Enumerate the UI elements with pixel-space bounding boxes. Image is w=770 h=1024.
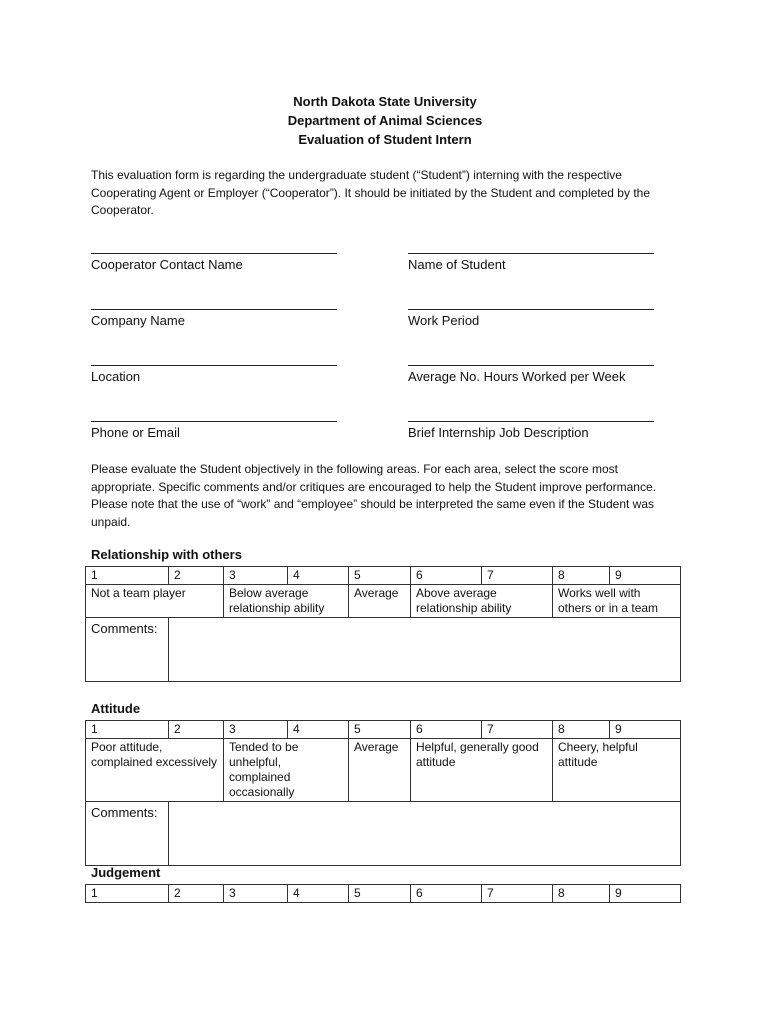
- intro-paragraph: This evaluation form is regarding the undergraduate student (“Student”) interning with the respective Cooperating Agent or Employer (“Cooperator”). It should be initiated by the Student and completed by the Cooperator.: [91, 168, 650, 218]
- score-6[interactable]: 6: [411, 567, 482, 585]
- score-9[interactable]: 9: [610, 885, 681, 903]
- comments-box[interactable]: [169, 618, 681, 682]
- score-5[interactable]: 5: [349, 885, 411, 903]
- blank-line[interactable]: [408, 297, 654, 310]
- score-8[interactable]: 8: [553, 567, 610, 585]
- comments-box[interactable]: [169, 802, 681, 866]
- document-header: [0, 92, 770, 149]
- descriptor-low: Not a team player: [86, 585, 224, 618]
- field-label: Phone or Email: [91, 425, 180, 440]
- score-4[interactable]: 4: [288, 567, 349, 585]
- descriptor-below-average: Below average relationship ability: [224, 585, 349, 618]
- score-9[interactable]: 9: [610, 721, 681, 739]
- descriptor-low: Poor attitude, complained excessively: [86, 739, 224, 802]
- rating-table-judgement: [85, 884, 681, 903]
- blank-line[interactable]: [91, 241, 337, 254]
- company-name-field[interactable]: [91, 297, 341, 329]
- field-label: Brief Internship Job Description: [408, 425, 589, 440]
- work-period-field[interactable]: [408, 297, 658, 329]
- score-7[interactable]: 7: [482, 885, 553, 903]
- score-2[interactable]: 2: [169, 885, 224, 903]
- descriptor-above-average: Above average relationship ability: [411, 585, 553, 618]
- university-name: North Dakota State University: [293, 94, 477, 109]
- score-6[interactable]: 6: [411, 721, 482, 739]
- score-5[interactable]: 5: [349, 567, 411, 585]
- location-field[interactable]: [91, 353, 341, 385]
- comments-label: Comments:: [86, 802, 169, 866]
- score-4[interactable]: 4: [288, 885, 349, 903]
- field-label: Average No. Hours Worked per Week: [408, 369, 626, 384]
- field-label: Cooperator Contact Name: [91, 257, 243, 272]
- average-hours-field[interactable]: [408, 353, 658, 385]
- rating-table-relationship: [85, 566, 681, 682]
- comments-label: Comments:: [86, 618, 169, 682]
- section-title-relationship: Relationship with others: [91, 547, 242, 562]
- rating-table-attitude: [85, 720, 681, 866]
- field-label: Name of Student: [408, 257, 506, 272]
- descriptor-high: Works well with others or in a team: [553, 585, 681, 618]
- form-title: Evaluation of Student Intern: [298, 132, 472, 147]
- score-8[interactable]: 8: [553, 721, 610, 739]
- blank-line[interactable]: [91, 353, 337, 366]
- score-3[interactable]: 3: [224, 721, 288, 739]
- score-1[interactable]: 1: [86, 885, 169, 903]
- blank-line[interactable]: [408, 409, 654, 422]
- cooperator-contact-field[interactable]: [91, 241, 341, 273]
- score-2[interactable]: 2: [169, 721, 224, 739]
- field-label: Work Period: [408, 313, 480, 328]
- field-label: Company Name: [91, 313, 185, 328]
- section-title-attitude: Attitude: [91, 701, 141, 716]
- score-8[interactable]: 8: [553, 885, 610, 903]
- department-name: Department of Animal Sciences: [287, 113, 483, 128]
- score-6[interactable]: 6: [411, 885, 482, 903]
- descriptor-below-average: Tended to be unhelpful, complained occasionally: [224, 739, 349, 802]
- score-7[interactable]: 7: [482, 567, 553, 585]
- field-label: Location: [91, 369, 141, 384]
- descriptor-average: Average: [349, 585, 411, 618]
- student-name-field[interactable]: [408, 241, 658, 273]
- score-3[interactable]: 3: [224, 885, 288, 903]
- score-9[interactable]: 9: [610, 567, 681, 585]
- blank-line[interactable]: [408, 353, 654, 366]
- score-3[interactable]: 3: [224, 567, 288, 585]
- score-4[interactable]: 4: [288, 721, 349, 739]
- blank-line[interactable]: [91, 297, 337, 310]
- descriptor-average: Average: [349, 739, 411, 802]
- descriptor-high: Cheery, helpful attitude: [553, 739, 681, 802]
- instructions-paragraph: Please evaluate the Student objectively in the following areas. For each area, select the score most appropriate. Specific comments and/or critiques are encouraged to help the Student improve performance. Please note that the use of “work” and “employee” should be interpreted the same even if the Student was unpaid.: [91, 462, 656, 529]
- job-description-field[interactable]: [408, 409, 658, 441]
- phone-email-field[interactable]: [91, 409, 341, 441]
- section-title-judgement: Judgement: [91, 865, 161, 880]
- score-7[interactable]: 7: [482, 721, 553, 739]
- score-1[interactable]: 1: [86, 721, 169, 739]
- score-1[interactable]: 1: [86, 567, 169, 585]
- score-2[interactable]: 2: [169, 567, 224, 585]
- score-5[interactable]: 5: [349, 721, 411, 739]
- descriptor-above-average: Helpful, generally good attitude: [411, 739, 553, 802]
- blank-line[interactable]: [408, 241, 654, 254]
- blank-line[interactable]: [91, 409, 337, 422]
